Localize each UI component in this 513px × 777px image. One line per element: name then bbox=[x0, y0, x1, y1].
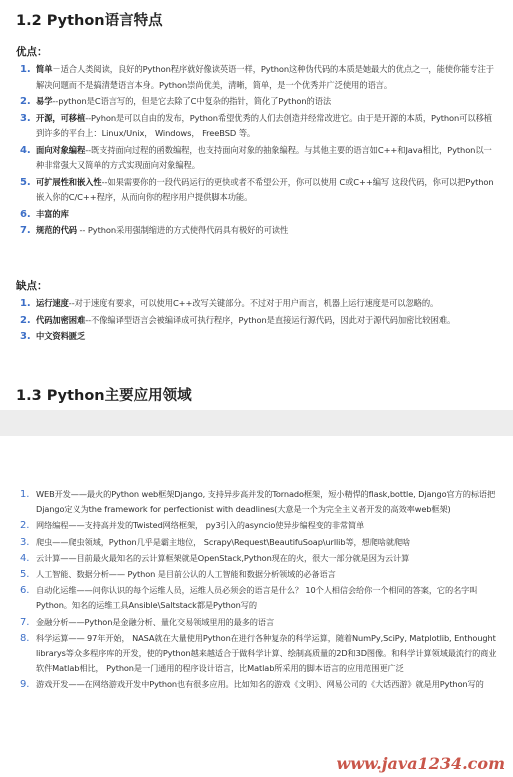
list-number: 2. bbox=[20, 314, 31, 326]
list-number: 7. bbox=[20, 616, 30, 628]
list-item bbox=[16, 518, 502, 533]
list-term: 运行速度 bbox=[36, 298, 69, 308]
section-title-applications: 1.3 Python主要应用领域 bbox=[16, 388, 192, 404]
list-number: 1. bbox=[20, 64, 31, 75]
list-number: 3. bbox=[20, 112, 31, 124]
list-term: 面向对象编程 bbox=[36, 144, 86, 155]
list-item bbox=[16, 329, 498, 345]
list-number: 4. bbox=[20, 144, 31, 156]
list-term: 开源，可移植 bbox=[36, 112, 86, 123]
list-text: --对于速度有要求，可以使用C++改写关键部分。不过对于用户而言，机器上运行速度是可以忽略的。 bbox=[68, 298, 439, 308]
list-item bbox=[16, 296, 498, 312]
list-number: 3. bbox=[20, 331, 31, 342]
watermark: www.java1234.com bbox=[336, 754, 505, 773]
list-item bbox=[16, 111, 498, 142]
list-number: 8. bbox=[20, 632, 30, 644]
list-text: －适合人类阅读，良好的Python程序就好像读英语一样，Python这种伪代码的本质是她最大的优点之一，能使你能专注于解决问题而不是搞清楚语言本身。Python崇尚优美，清晰，简单，是一个优秀并广泛使用的语言。 bbox=[36, 64, 494, 90]
list-text: -- Python采用强制缩进的方式使得代码具有极好的可读性 bbox=[77, 225, 289, 235]
list-number: 1. bbox=[20, 298, 31, 309]
list-term: 规范的代码 bbox=[36, 225, 77, 235]
list-item bbox=[16, 223, 498, 239]
list-number: 6. bbox=[20, 208, 31, 220]
list-term: 简单 bbox=[36, 64, 53, 74]
list-number: 2. bbox=[20, 96, 31, 107]
list-item bbox=[16, 583, 502, 613]
list-item bbox=[16, 487, 502, 517]
page-break-band bbox=[0, 410, 513, 436]
list-text: --Pyhon是可以自由的发布，Python希望优秀的人们去创造并经常改进它。由于是开源的本质，Python可以移植到许多的平台上：Linux/Unix， Windows， FreeBSD 等。 bbox=[36, 112, 492, 138]
list-item bbox=[16, 175, 498, 206]
pros-label: 优点： bbox=[16, 46, 48, 58]
list-item bbox=[16, 615, 502, 630]
list-item bbox=[16, 313, 498, 329]
list-text: 人工智能、数据分析—— Python 是目前公认的人工智能和数据分析领域的必备语言 bbox=[36, 569, 336, 580]
list-item bbox=[16, 567, 502, 582]
list-text: --python是C语言写的，但是它去除了C中复杂的指针，简化了Python的语法 bbox=[52, 96, 332, 106]
list-term: 可扩展性和嵌入性 bbox=[36, 176, 102, 187]
list-term: 中文资料匮乏 bbox=[36, 331, 86, 341]
list-text: 游戏开发——在网络游戏开发中Python也有很多应用。比如知名的游戏《文明》、网易公司的《大话西游》就是用Python写的 bbox=[36, 679, 484, 690]
pros-list bbox=[16, 62, 498, 240]
list-term: 代码加密困难 bbox=[36, 314, 86, 325]
list-item bbox=[16, 631, 502, 677]
section-title-features: 1.2 Python语言特点 bbox=[16, 13, 163, 29]
list-term: 丰富的库 bbox=[36, 208, 69, 219]
list-number: 9. bbox=[20, 679, 30, 691]
cons-list bbox=[16, 296, 498, 346]
list-term: 易学 bbox=[36, 96, 53, 106]
list-text: --既支持面向过程的函数编程，也支持面向对象的抽象编程。与其他主要的语言如C++和Java相比，Python以一种非常强大又简单的方式实现面向对象编程。 bbox=[36, 144, 492, 170]
list-number: 1. bbox=[20, 489, 30, 500]
list-item bbox=[16, 143, 498, 174]
list-text: 爬虫——爬虫领域，Python几乎是霸主地位， Scrapy\Request\BeautifuSoap\urllib等，想爬啥就爬啥 bbox=[36, 536, 411, 547]
list-text: 自动化运维——问你认识的每个运维人员，运维人员必须会的语言是什么？ 10个人相信会给你一个相同的答案，它的名字叫Python。知名的运维工具Ansible\Saltstack都是Python写的 bbox=[36, 585, 478, 611]
list-number: 5. bbox=[20, 569, 30, 581]
list-text: --不像编译型语言会被编译成可执行程序，Python是直接运行源代码，因此对于源代码加密比较困难。 bbox=[85, 314, 456, 325]
list-number: 2. bbox=[20, 520, 30, 532]
list-number: 7. bbox=[20, 225, 31, 236]
list-number: 6. bbox=[20, 585, 30, 597]
list-text: WEB开发——最火的Python web框架Django, 支持异步高并发的Tornado框架，短小精悍的flask,bottle, Django官方的标语把Django定义为the framework for perfectionist with deadlines(大意是一个为完全主义者开发的高效率web框架) bbox=[36, 489, 496, 515]
list-number: 3. bbox=[20, 536, 30, 548]
list-number: 5. bbox=[20, 176, 31, 188]
list-text: --如果需要你的一段代码运行的更快或者不希望公开，你可以使用 C或C++编写 这段代码，你可以把Python嵌入你的C/C++程序，从而向你的程序用户提供脚本功能。 bbox=[36, 176, 494, 202]
list-text: 云计算——目前最火最知名的云计算框架就是OpenStack,Python现在的火，很大一部分就是因为云计算 bbox=[36, 552, 410, 563]
list-item bbox=[16, 551, 502, 566]
list-item bbox=[16, 207, 498, 223]
list-text: 网络编程——支持高并发的Twisted网络框架， py3引入的asyncio使异步编程变的非常简单 bbox=[36, 520, 365, 531]
applications-list bbox=[16, 487, 502, 694]
cons-label: 缺点： bbox=[16, 280, 48, 292]
list-text: 科学运算—— 97年开始， NASA就在大量使用Python在进行各种复杂的科学运算，随着NumPy,SciPy, Matplotlib, Enthought librarys等众多程序库的开发，使的Python越来越适合于做科学计算、绘制高质量的2D和3D图像。和科学计算领域最流行的商业软件Matlab相比， Python是一门通用的程序设计语言，比Matlab所采用的脚本语言的应用范围更广泛 bbox=[36, 632, 497, 674]
list-item bbox=[16, 677, 502, 692]
list-item bbox=[16, 535, 502, 550]
list-number: 4. bbox=[20, 552, 30, 564]
list-text: 金融分析——Python是金融分析、量化交易领域里用的最多的语言 bbox=[36, 616, 275, 627]
list-item bbox=[16, 94, 498, 110]
list-item bbox=[16, 62, 498, 93]
